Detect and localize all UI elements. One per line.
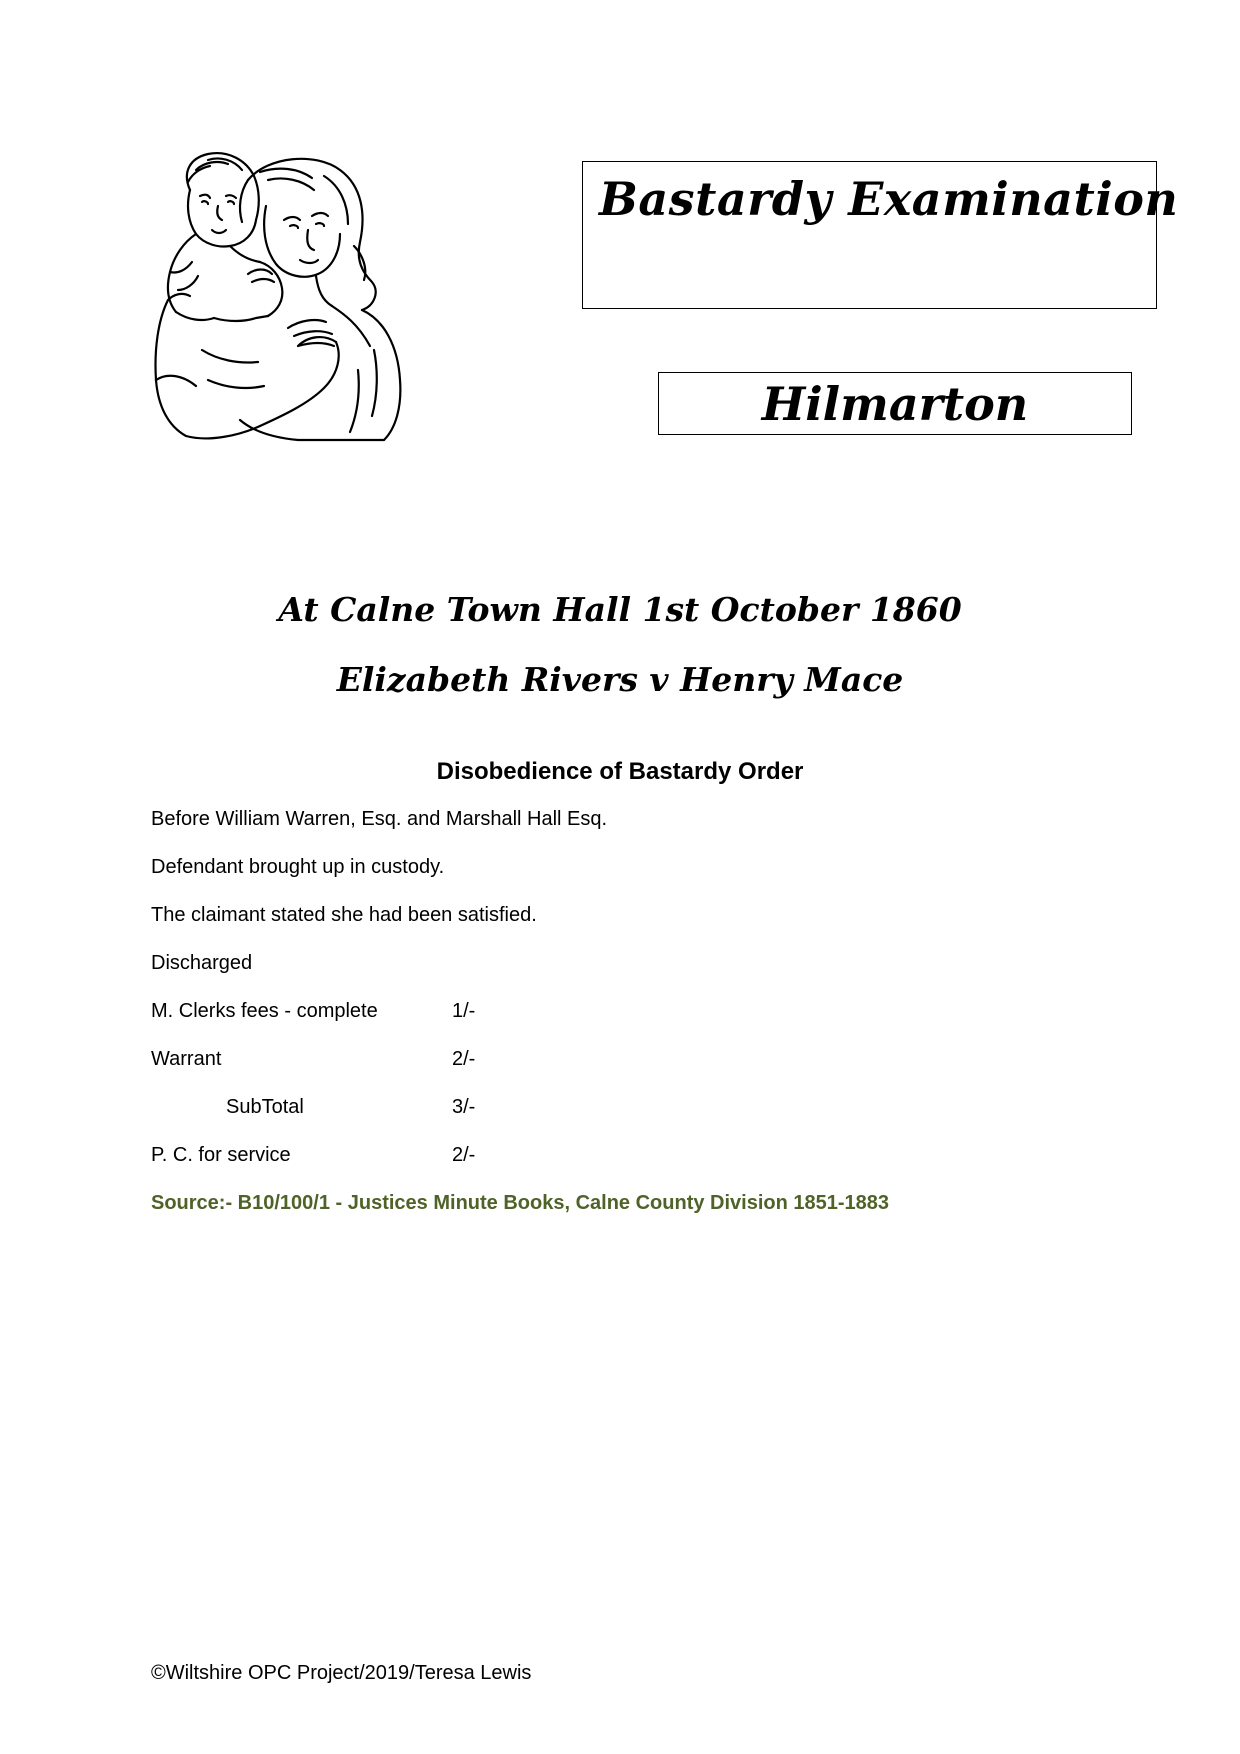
fee-row-subtotal — [151, 1096, 551, 1122]
mother-and-child-illustration-icon — [148, 150, 406, 442]
fee-label: M. Clerks fees - complete — [151, 1000, 378, 1022]
fee-label: P. C. for service — [151, 1144, 291, 1166]
fee-amount: 1/- — [452, 1000, 476, 1022]
parish-name: Hilmarton — [761, 377, 1029, 431]
paragraph-outcome: Discharged — [151, 952, 253, 974]
fee-label: Warrant — [151, 1048, 222, 1070]
venue-date-line: At Calne Town Hall 1st October 1860 — [278, 590, 962, 629]
source-citation: Source:- B10/100/1 - Justices Minute Books, Calne County Division 1851-1883 — [151, 1192, 890, 1214]
fee-amount: 2/- — [452, 1048, 476, 1070]
fee-row — [151, 1048, 551, 1074]
fee-row — [151, 1144, 551, 1170]
paragraph-custody: Defendant brought up in custody. — [151, 856, 445, 878]
title-box — [582, 161, 1179, 309]
fee-row — [151, 1000, 551, 1026]
fee-amount: 3/- — [452, 1096, 476, 1118]
paragraph-claimant: The claimant stated she had been satisfied. — [151, 904, 537, 926]
document-title: Bastardy Examination — [599, 172, 1179, 226]
parties-line: Elizabeth Rivers v Henry Mace — [336, 660, 904, 699]
fee-label: SubTotal — [226, 1096, 304, 1118]
paragraph-justices: Before William Warren, Esq. and Marshall Hall Esq. — [151, 808, 608, 830]
parish-box — [658, 372, 1132, 435]
case-heading: Disobedience of Bastardy Order — [436, 758, 804, 785]
copyright-footer: ©Wiltshire OPC Project/2019/Teresa Lewis — [151, 1662, 532, 1684]
fee-amount: 2/- — [452, 1144, 476, 1166]
